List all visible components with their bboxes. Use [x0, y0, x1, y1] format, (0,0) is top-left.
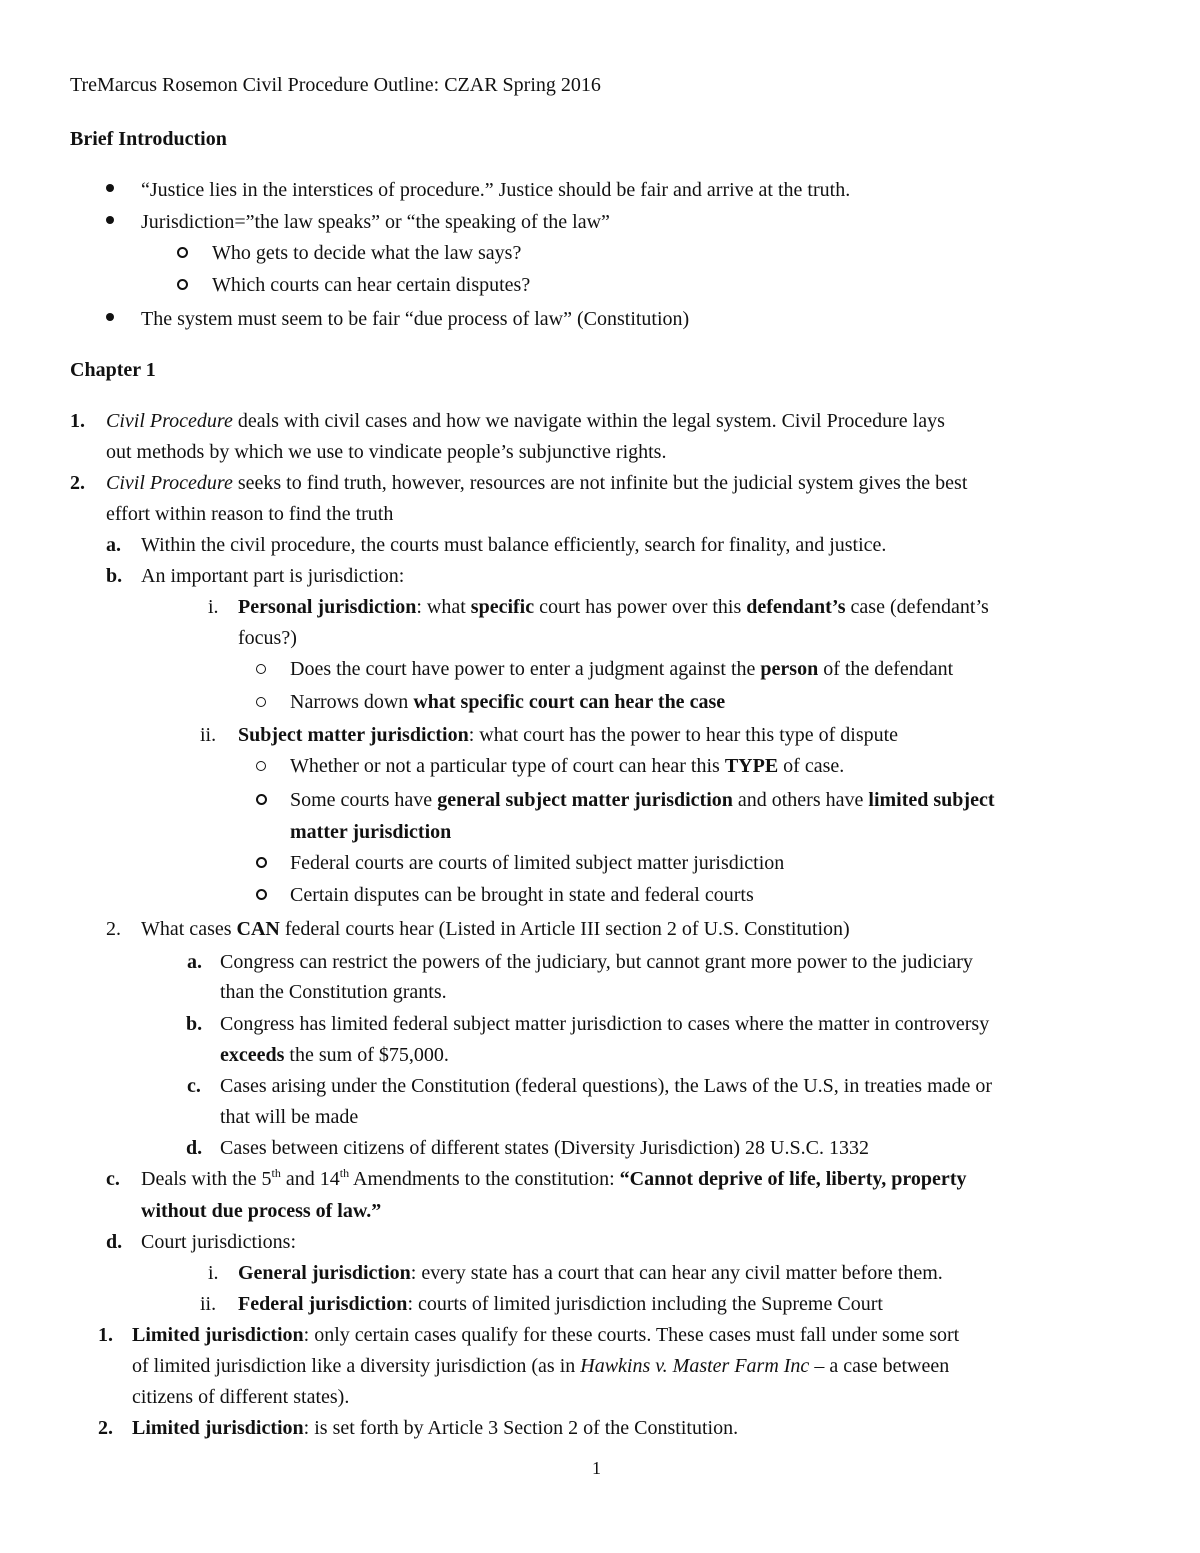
section-heading-chapter-1: Chapter 1 — [70, 359, 156, 381]
intro-sub-bullet-1: Who gets to decide what the law says? — [212, 242, 522, 264]
text: : is set forth by Article 3 Section 2 of the Constitution. — [303, 1417, 739, 1439]
intro-sub-bullet-2: Which courts can hear certain disputes? — [212, 274, 531, 296]
text: Amendments to the constitution: — [349, 1168, 620, 1190]
text: : what court has the power to hear this type of dispute — [468, 724, 899, 746]
section-heading-intro: Brief Introduction — [70, 128, 227, 150]
text: seeks to find truth, however, resources are not infinite but the judicial system gives the best — [232, 472, 968, 494]
list-marker: 1. — [98, 1324, 113, 1346]
text: : every state has a court that can hear any civil matter before them. — [410, 1262, 943, 1284]
text: What cases — [141, 918, 237, 940]
text: of case. — [778, 755, 845, 777]
text: court has power over this — [534, 596, 747, 618]
emphasis: general subject matter jurisdiction — [437, 789, 733, 811]
bullet-circle — [256, 857, 267, 868]
bullet-circle — [256, 697, 266, 707]
text: : what — [416, 596, 471, 618]
emphasis: exceeds — [220, 1044, 285, 1066]
intro-bullet-2: Jurisdiction=”the law speaks” or “the speaking of the law” — [141, 211, 610, 233]
list-item-b: An important part is jurisdiction: — [141, 565, 405, 587]
federal-cases-b: Congress has limited federal subject matter jurisdiction to cases where the matter in controversy — [220, 1013, 990, 1035]
list-marker: d. — [186, 1137, 203, 1159]
list-item-1 — [106, 406, 945, 437]
page-number: 1 — [592, 1458, 601, 1478]
intro-bullet-3: The system must seem to be fair “due process of law” (Constitution) — [141, 308, 690, 330]
subject-matter-jurisdiction-item — [238, 720, 898, 751]
term: General jurisdiction — [238, 1262, 411, 1284]
text: case (defendant’s — [845, 596, 989, 618]
emphasis: TYPE — [724, 755, 779, 777]
list-item-a: Within the civil procedure, the courts must balance efficiently, search for finality, and justice. — [141, 534, 887, 556]
pj-sub-bullet-1 — [290, 654, 953, 685]
list-marker: b. — [186, 1013, 203, 1035]
intro-bullet-1: “Justice lies in the interstices of procedure.” Justice should be fair and arrive at the truth. — [141, 179, 851, 201]
emphasis: person — [760, 658, 819, 680]
term: Personal jurisdiction — [238, 596, 417, 618]
list-marker: ii. — [200, 1293, 217, 1315]
federal-cases-b-cont — [220, 1040, 449, 1071]
text: : only certain cases qualify for these courts. These cases must fall under some sort — [303, 1324, 960, 1346]
bullet-circle — [256, 794, 267, 805]
emphasis: CAN — [236, 918, 280, 940]
emphasis: limited subject — [868, 789, 995, 811]
federal-cases-c: Cases arising under the Constitution (federal questions), the Laws of the U.S, in treaties made or — [220, 1075, 993, 1097]
text: – a case between — [809, 1355, 950, 1377]
limited-jurisdiction-1-cont-2: citizens of different states). — [132, 1386, 350, 1408]
text: federal courts hear (Listed in Article III section 2 of U.S. Constitution) — [279, 918, 850, 940]
bullet-circle — [177, 247, 188, 258]
text: Does the court have power to enter a judgment against the — [290, 658, 761, 680]
bullet-circle — [256, 889, 267, 900]
federal-jurisdiction-item — [238, 1289, 883, 1320]
smj-sub-bullet-2-cont: matter jurisdiction — [290, 821, 452, 843]
text: : courts of limited jurisdiction including the Supreme Court — [407, 1293, 883, 1315]
bullet-disc — [106, 184, 114, 192]
bullet-circle — [256, 761, 266, 771]
emphasis: specific — [470, 596, 535, 618]
list-marker: d. — [106, 1231, 123, 1253]
emphasis: defendant’s — [746, 596, 846, 618]
text: of the defendant — [818, 658, 954, 680]
federal-cases-item — [141, 914, 850, 945]
case-name: Hawkins v. Master Farm Inc — [580, 1355, 810, 1377]
term: Federal jurisdiction — [238, 1293, 408, 1315]
bullet-disc — [106, 216, 114, 224]
smj-sub-bullet-2 — [290, 785, 994, 816]
list-marker: c. — [187, 1075, 201, 1097]
personal-jurisdiction-item — [238, 592, 989, 623]
list-marker: 2. — [98, 1417, 113, 1439]
text: and 14 — [280, 1168, 340, 1190]
list-item-2-cont: effort within reason to find the truth — [106, 503, 394, 525]
list-marker: 2. — [70, 472, 85, 494]
bullet-disc — [106, 313, 114, 321]
text: Some courts have — [290, 789, 438, 811]
list-item-1-cont: out methods by which we use to vindicate people’s subjunctive rights. — [106, 441, 667, 463]
term: Civil Procedure — [106, 472, 233, 494]
personal-jurisdiction-cont: focus?) — [238, 627, 297, 649]
list-marker: a. — [106, 534, 121, 556]
pj-sub-bullet-2 — [290, 687, 725, 718]
federal-cases-a: Congress can restrict the powers of the judiciary, but cannot grant more power to the judiciary — [220, 951, 973, 973]
limited-jurisdiction-1 — [132, 1320, 959, 1351]
text: deals with civil cases and how we navigate within the legal system. Civil Procedure lays — [232, 410, 945, 432]
limited-jurisdiction-1-cont — [132, 1351, 949, 1382]
bullet-circle — [256, 664, 266, 674]
limited-jurisdiction-2 — [132, 1413, 738, 1444]
text: and others have — [732, 789, 869, 811]
federal-cases-d: Cases between citizens of different states (Diversity Jurisdiction) 28 U.S.C. 1332 — [220, 1137, 869, 1159]
term: Subject matter jurisdiction — [238, 724, 469, 746]
text: Deals with the 5 — [141, 1168, 272, 1190]
document-header: TreMarcus Rosemon Civil Procedure Outline: CZAR Spring 2016 — [70, 74, 601, 96]
general-jurisdiction-item — [238, 1258, 943, 1289]
emphasis: what specific court can hear the case — [413, 691, 726, 713]
list-marker: b. — [106, 565, 123, 587]
list-marker: a. — [187, 951, 202, 973]
text: Whether or not a particular type of court can hear this — [290, 755, 725, 777]
list-marker: 1. — [70, 410, 85, 432]
list-item-d: Court jurisdictions: — [141, 1231, 296, 1253]
term: Limited jurisdiction — [132, 1417, 304, 1439]
superscript: th — [339, 1166, 350, 1180]
federal-cases-c-cont: that will be made — [220, 1106, 359, 1128]
term: Civil Procedure — [106, 410, 233, 432]
list-marker: i. — [208, 596, 219, 618]
list-marker: ii. — [200, 724, 217, 746]
smj-sub-bullet-3: Federal courts are courts of limited subject matter jurisdiction — [290, 852, 785, 874]
list-marker: i. — [208, 1262, 219, 1284]
list-marker: 2. — [106, 918, 121, 940]
federal-cases-a-cont: than the Constitution grants. — [220, 981, 447, 1003]
quote: “Cannot deprive of life, liberty, property — [619, 1168, 967, 1190]
smj-sub-bullet-1 — [290, 751, 844, 782]
text: the sum of $75,000. — [284, 1044, 449, 1066]
term: Limited jurisdiction — [132, 1324, 304, 1346]
list-item-2 — [106, 468, 967, 499]
list-marker: c. — [106, 1168, 120, 1190]
bullet-circle — [177, 279, 188, 290]
list-item-c — [141, 1164, 966, 1195]
text: Narrows down — [290, 691, 414, 713]
superscript: th — [271, 1166, 281, 1180]
list-item-c-cont: without due process of law.” — [141, 1200, 382, 1222]
text: of limited jurisdiction like a diversity jurisdiction (as in — [132, 1355, 581, 1377]
smj-sub-bullet-4: Certain disputes can be brought in state and federal courts — [290, 884, 754, 906]
